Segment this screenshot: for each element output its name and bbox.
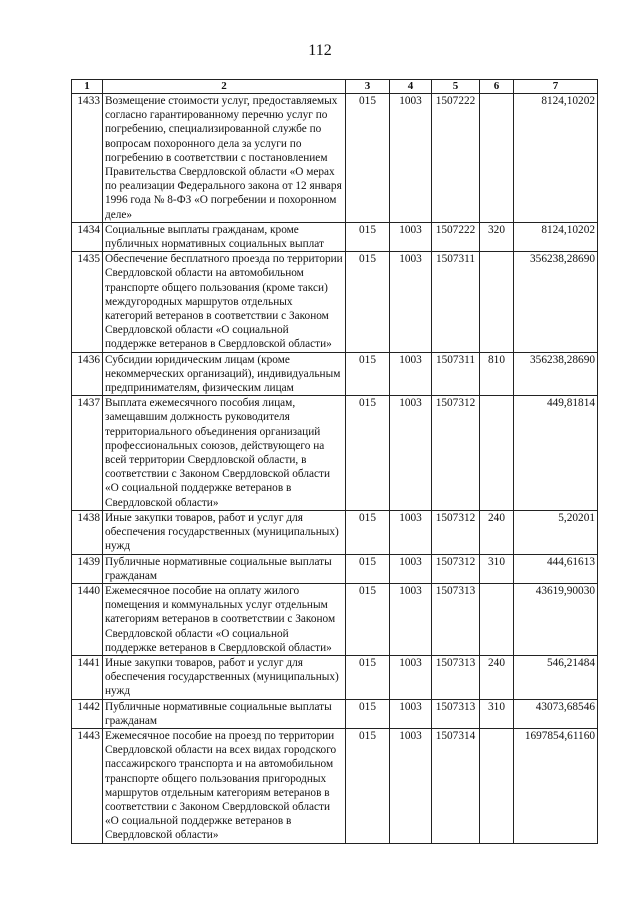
- col5-code: 1507312: [432, 510, 480, 554]
- col-header: 6: [480, 80, 514, 94]
- col-header: 5: [432, 80, 480, 94]
- row-amount: 5,20201: [514, 510, 598, 554]
- col3-code: 015: [346, 94, 390, 223]
- col6-code: 320: [480, 222, 514, 251]
- row-description: Ежемесячное пособие на оплату жилого помещения и коммунальных услуг отдельным категориям ветеранов в соответствии с Законом Свердловской области «О социальной поддержке ветеранов в Свердловской области»: [103, 583, 346, 655]
- col-header: 1: [72, 80, 103, 94]
- col-header: 3: [346, 80, 390, 94]
- row-number: 1440: [72, 583, 103, 655]
- row-amount: 8124,10202: [514, 222, 598, 251]
- table-row: [72, 352, 598, 396]
- col4-code: 1003: [390, 222, 432, 251]
- col3-code: 015: [346, 510, 390, 554]
- col4-code: 1003: [390, 510, 432, 554]
- row-amount: 444,61613: [514, 554, 598, 583]
- col3-code: 015: [346, 352, 390, 396]
- col-header: 4: [390, 80, 432, 94]
- col4-code: 1003: [390, 583, 432, 655]
- col3-code: 015: [346, 252, 390, 352]
- table-row: [72, 699, 598, 728]
- col4-code: 1003: [390, 396, 432, 511]
- table-row: [72, 252, 598, 352]
- table-row: [72, 554, 598, 583]
- row-amount: 43619,90030: [514, 583, 598, 655]
- col5-code: 1507312: [432, 396, 480, 511]
- row-number: 1443: [72, 728, 103, 843]
- table-row: [72, 728, 598, 843]
- row-number: 1434: [72, 222, 103, 251]
- row-amount: 1697854,61160: [514, 728, 598, 843]
- col4-code: 1003: [390, 352, 432, 396]
- table-row: [72, 94, 598, 223]
- budget-table: [71, 79, 598, 844]
- col6-code: 240: [480, 510, 514, 554]
- row-number: 1441: [72, 655, 103, 699]
- col4-code: 1003: [390, 728, 432, 843]
- row-description: Обеспечение бесплатного проезда по территории Свердловской области на автомобильном транспорте общего пользования (кроме такси) междугородных маршрутов отдельных категорий ветеранов в соответствии с Законом Свердловской области «О социальной поддержке ветеранов в Свердловской области»: [103, 252, 346, 352]
- col3-code: 015: [346, 222, 390, 251]
- header-row: [72, 80, 598, 94]
- col6-code: [480, 94, 514, 223]
- col5-code: 1507311: [432, 252, 480, 352]
- table-row: [72, 222, 598, 251]
- col4-code: 1003: [390, 554, 432, 583]
- table-row: [72, 655, 598, 699]
- row-description: Публичные нормативные социальные выплаты гражданам: [103, 699, 346, 728]
- col4-code: 1003: [390, 699, 432, 728]
- row-amount: 449,81814: [514, 396, 598, 511]
- col5-code: 1507222: [432, 222, 480, 251]
- row-number: 1438: [72, 510, 103, 554]
- col3-code: 015: [346, 554, 390, 583]
- col5-code: 1507311: [432, 352, 480, 396]
- row-number: 1437: [72, 396, 103, 511]
- col6-code: [480, 252, 514, 352]
- col6-code: 310: [480, 699, 514, 728]
- col6-code: 310: [480, 554, 514, 583]
- col5-code: 1507313: [432, 583, 480, 655]
- col4-code: 1003: [390, 252, 432, 352]
- row-number: 1435: [72, 252, 103, 352]
- row-amount: 356238,28690: [514, 352, 598, 396]
- table-row: [72, 510, 598, 554]
- table-row: [72, 583, 598, 655]
- col3-code: 015: [346, 699, 390, 728]
- row-amount: 356238,28690: [514, 252, 598, 352]
- col5-code: 1507314: [432, 728, 480, 843]
- row-description: Публичные нормативные социальные выплаты гражданам: [103, 554, 346, 583]
- col3-code: 015: [346, 583, 390, 655]
- row-amount: 43073,68546: [514, 699, 598, 728]
- col5-code: 1507222: [432, 94, 480, 223]
- table-row: [72, 396, 598, 511]
- col6-code: [480, 396, 514, 511]
- col3-code: 015: [346, 728, 390, 843]
- col6-code: 810: [480, 352, 514, 396]
- col5-code: 1507313: [432, 655, 480, 699]
- col6-code: [480, 583, 514, 655]
- row-description: Ежемесячное пособие на проезд по территории Свердловской области на всех видах городского пассажирского транспорта и на автомобильном транспорте общего пользования пригородных маршрутов отдельным категориям ветеранов в соответствии с Законом Свердловской области «О социальной поддержке ветеранов в Свердловской области»: [103, 728, 346, 843]
- row-amount: 546,21484: [514, 655, 598, 699]
- col-header: 2: [103, 80, 346, 94]
- page-number: 112: [308, 42, 332, 59]
- col4-code: 1003: [390, 655, 432, 699]
- col3-code: 015: [346, 655, 390, 699]
- row-description: Возмещение стоимости услуг, предоставляемых согласно гарантированному перечню услуг по погребению, специализированной службе по вопросам похоронного дела за услуги по погребению в соответствии с постановлением Правительства Свердловской области «О мерах по реализации Федерального закона от 12 января 1996 года № 8-ФЗ «О погребении и похоронном деле»: [103, 94, 346, 223]
- row-description: Субсидии юридическим лицам (кроме некоммерческих организаций), индивидуальным предпринимателям, физическим лицам: [103, 352, 346, 396]
- col4-code: 1003: [390, 94, 432, 223]
- row-number: 1436: [72, 352, 103, 396]
- row-number: 1439: [72, 554, 103, 583]
- col6-code: 240: [480, 655, 514, 699]
- row-description: Социальные выплаты гражданам, кроме публичных нормативных социальных выплат: [103, 222, 346, 251]
- col5-code: 1507313: [432, 699, 480, 728]
- col6-code: [480, 728, 514, 843]
- row-description: Иные закупки товаров, работ и услуг для обеспечения государственных (муниципальных) нужд: [103, 510, 346, 554]
- row-amount: 8124,10202: [514, 94, 598, 223]
- col5-code: 1507312: [432, 554, 480, 583]
- row-number: 1433: [72, 94, 103, 223]
- col3-code: 015: [346, 396, 390, 511]
- col-header: 7: [514, 80, 598, 94]
- row-description: Иные закупки товаров, работ и услуг для обеспечения государственных (муниципальных) нужд: [103, 655, 346, 699]
- row-description: Выплата ежемесячного пособия лицам, замещавшим должность руководителя территориального объединения организаций профессиональных союзов, действующего на всей территории Свердловской области, в соответствии с Законом Свердловской области «О социальной поддержке ветеранов в Свердловской области»: [103, 396, 346, 511]
- row-number: 1442: [72, 699, 103, 728]
